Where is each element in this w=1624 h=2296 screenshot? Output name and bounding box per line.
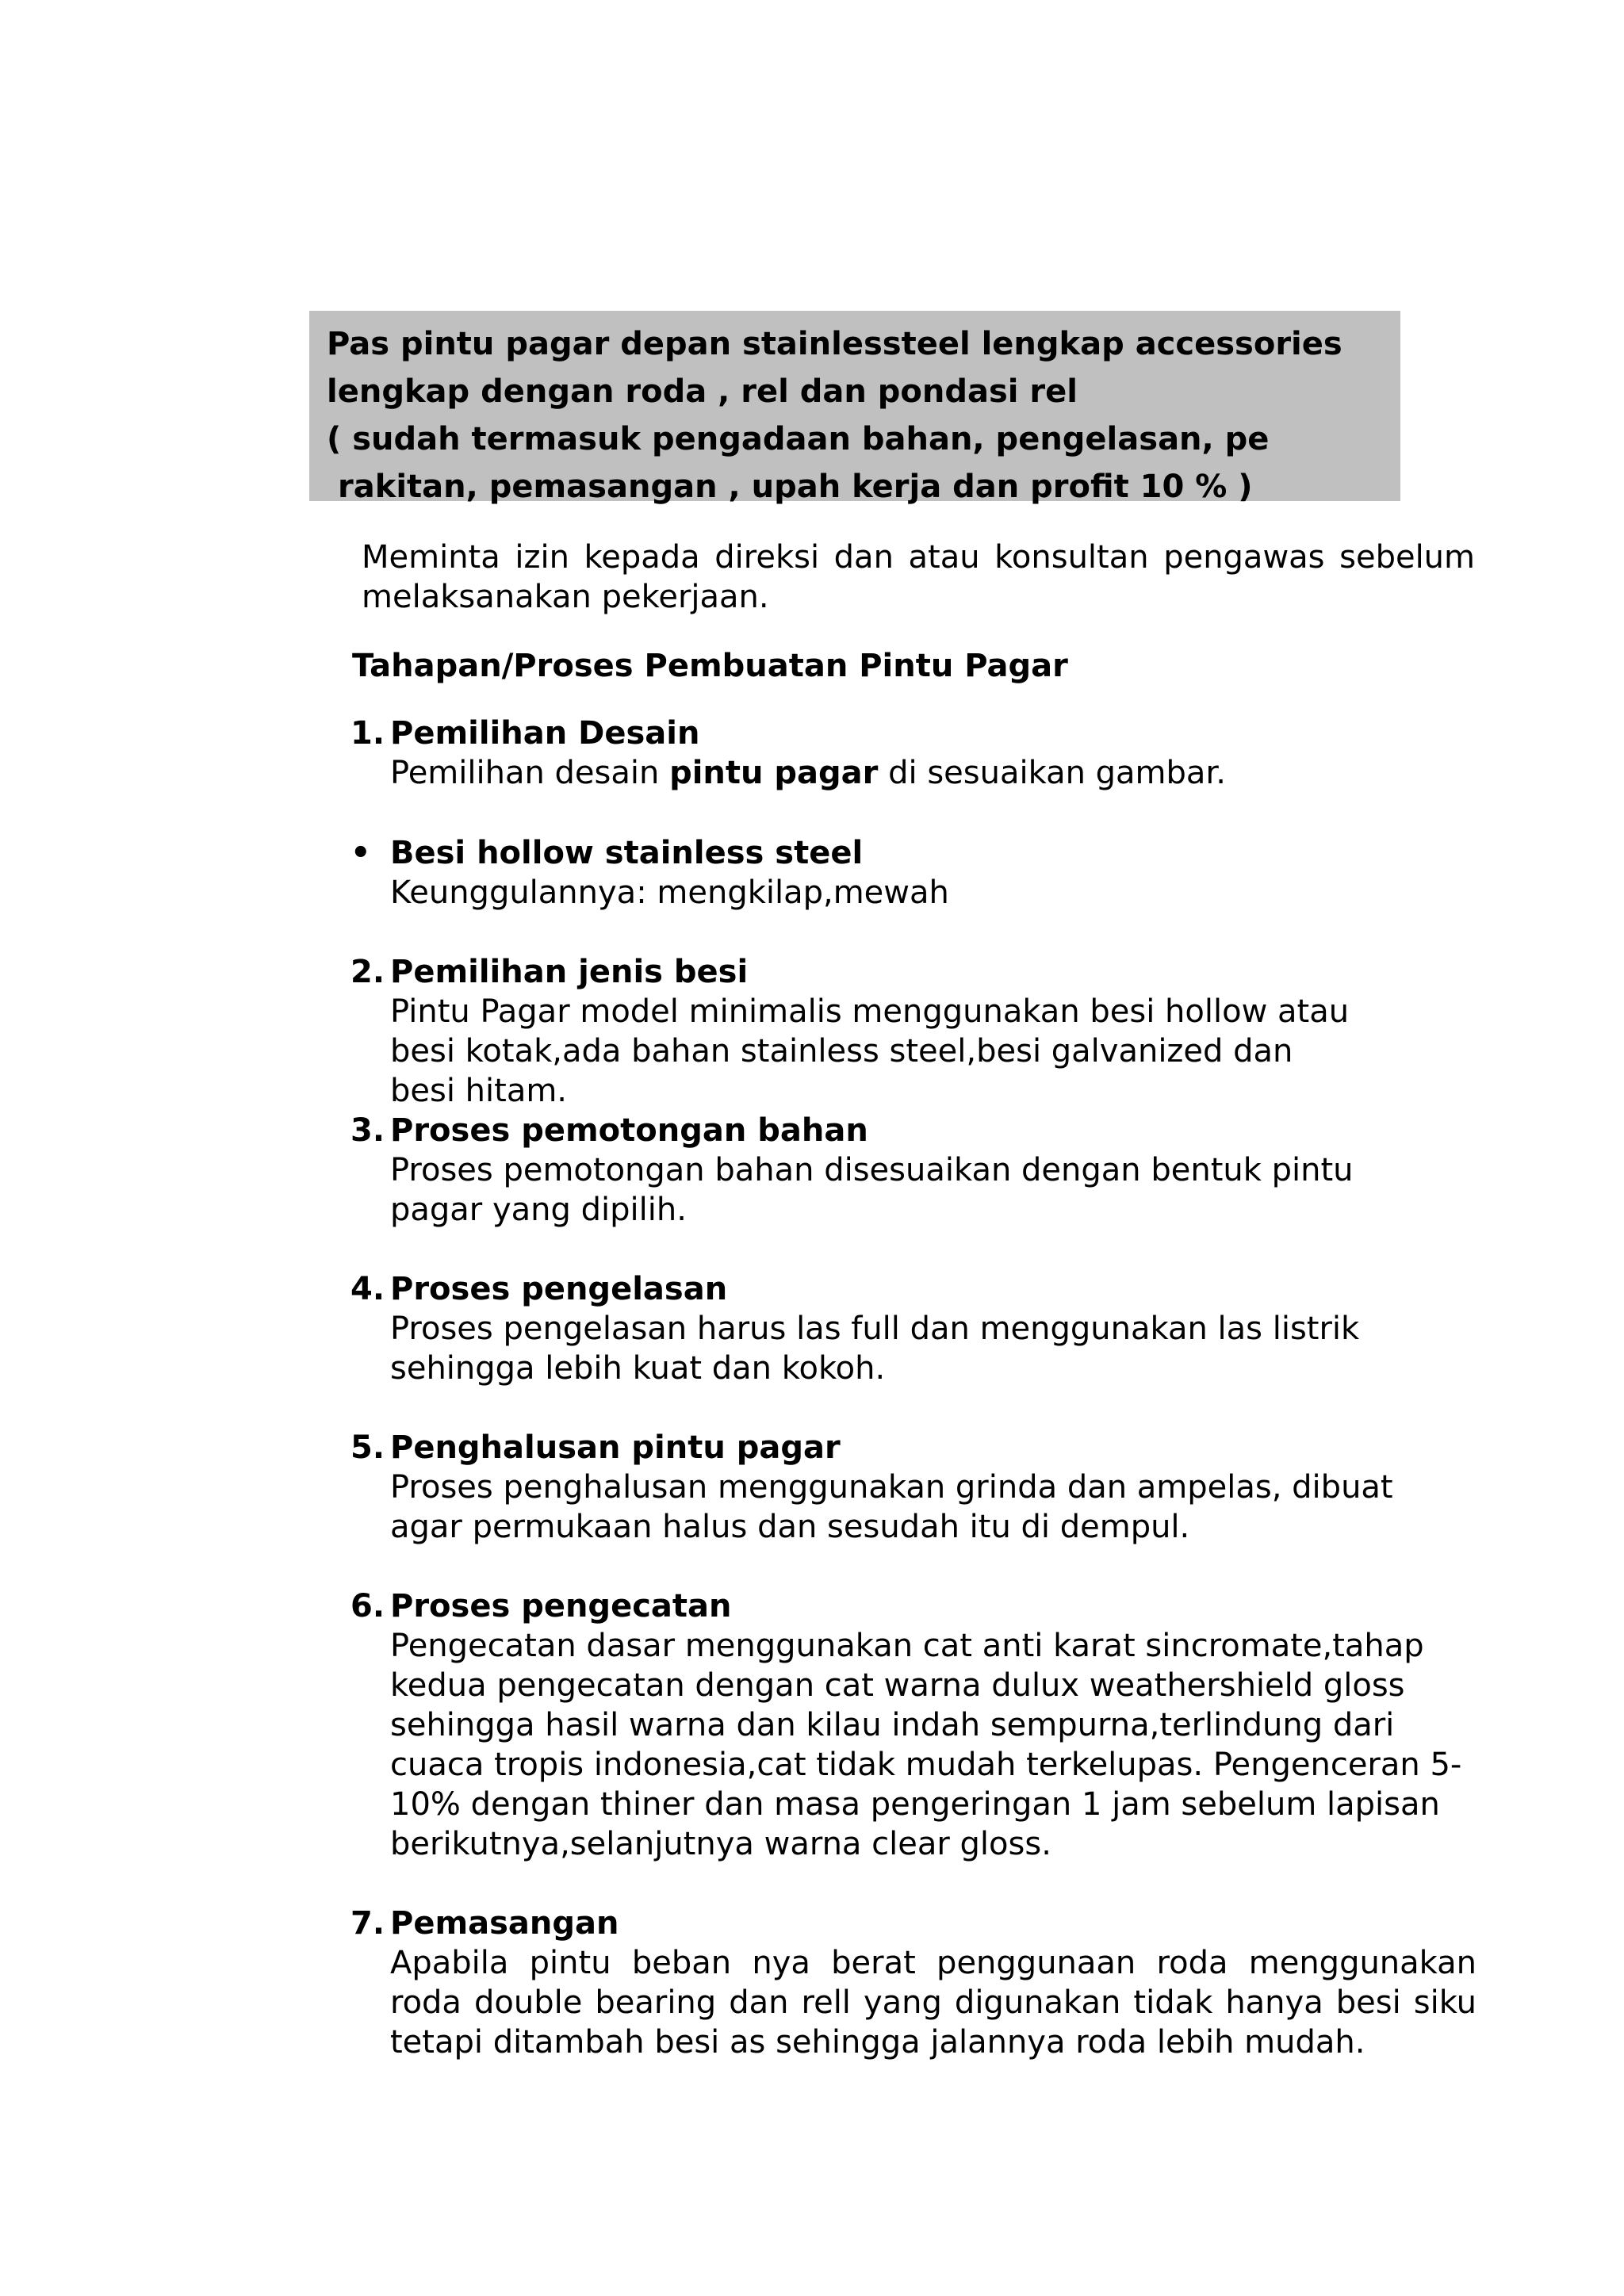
item-body: Apabila pintu beban nya berat penggunaan roda menggunakan roda double bearing dan rell yang digunakan tidak hanya besi siku tetapi ditambah besi as sehingga jalannya roda lebih mudah. [390,1945,1477,2061]
item-title: Besi hollow stainless steel [390,835,864,871]
item-body: Proses penghalusan menggunakan grinda dan ampelas, dibuat agar permukaan halus dan sesudah itu di dempul. [390,1469,1393,1545]
item-title: Pemasangan [390,1905,619,1942]
list-item [350,1269,1477,1388]
header-line: lengkap dengan roda , rel dan pondasi rel [327,373,1078,410]
item-body: Keunggulannya: mengkilap,mewah [390,874,949,911]
list-item [350,1586,1477,1864]
header-line: rakitan, pemasangan , upah kerja dan profit 10 % ) [338,469,1253,505]
item-number: 2. [350,954,385,990]
item-body: Pintu Pagar model minimalis menggunakan besi hollow atau besi kotak,ada bahan stainless steel,besi galvanized dan besi hitam. [390,993,1350,1109]
item-title: Proses pengecatan [390,1588,732,1624]
item-body: Pengecatan dasar menggunakan cat anti karat sincromate,tahap kedua pengecatan dengan cat warna dulux weathershield gloss sehingga hasil warna dan kilau indah sempurna,terlindung dari cuaca tropis indonesia,cat tidak mudah terkelupas. Pengenceran 5-10% dengan thiner dan masa pengeringan 1 jam sebelum lapisan berikutnya,selanjutnya warna clear gloss. [390,1628,1462,1862]
list-item [350,1904,1477,2062]
item-title: Proses pengelasan [390,1271,728,1307]
item-heading [350,1428,1477,1468]
list-item [350,833,1477,913]
header-box [309,311,1400,505]
item-heading [350,833,1477,873]
item-number: 4. [350,1271,385,1307]
item-body-text: di sesuaikan gambar. [878,755,1226,791]
item-title: Pemilihan jenis besi [390,954,749,990]
list-item [350,952,1477,1111]
item-heading [350,1111,1477,1150]
item-title: Proses pemotongan bahan [390,1112,868,1149]
section-title: Tahapan/Proses Pembuatan Pintu Pagar [352,648,1068,684]
item-title: Penghalusan pintu pagar [390,1429,841,1466]
item-body: Proses pemotongan bahan disesuaikan dengan bentuk pintu pagar yang dipilih. [390,1152,1354,1228]
header-line: Pas pintu pagar depan stainlessteel lengkap accessories [327,326,1342,362]
list-item [350,1428,1477,1547]
item-heading [350,1269,1477,1309]
item-body: Proses pengelasan harus las full dan menggunakan las listrik sehingga lebih kuat dan kokoh. [390,1311,1360,1387]
item-number: 7. [350,1905,385,1942]
item-number: 5. [350,1429,385,1466]
item-number: 3. [350,1112,385,1149]
item-title: Pemilihan Desain [390,715,700,752]
item-heading [350,1904,1477,1943]
item-heading [350,952,1477,992]
bullet-icon: • [350,835,371,871]
header-line: ( sudah termasuk pengadaan bahan, pengelasan, pe [327,421,1270,457]
item-number: 6. [350,1588,385,1624]
list-item [350,714,1477,793]
item-heading [350,1586,1477,1626]
list-item [350,1111,1477,1230]
item-heading [350,714,1477,753]
item-body-text: Pemilihan desain [390,755,670,791]
item-body [390,753,1477,793]
item-body-emphasis: pintu pagar [669,755,879,791]
intro-paragraph: Meminta izin kepada direksi dan atau konsultan pengawas sebelum melaksanakan pekerjaan. [362,539,1475,615]
item-number: 1. [350,715,385,752]
